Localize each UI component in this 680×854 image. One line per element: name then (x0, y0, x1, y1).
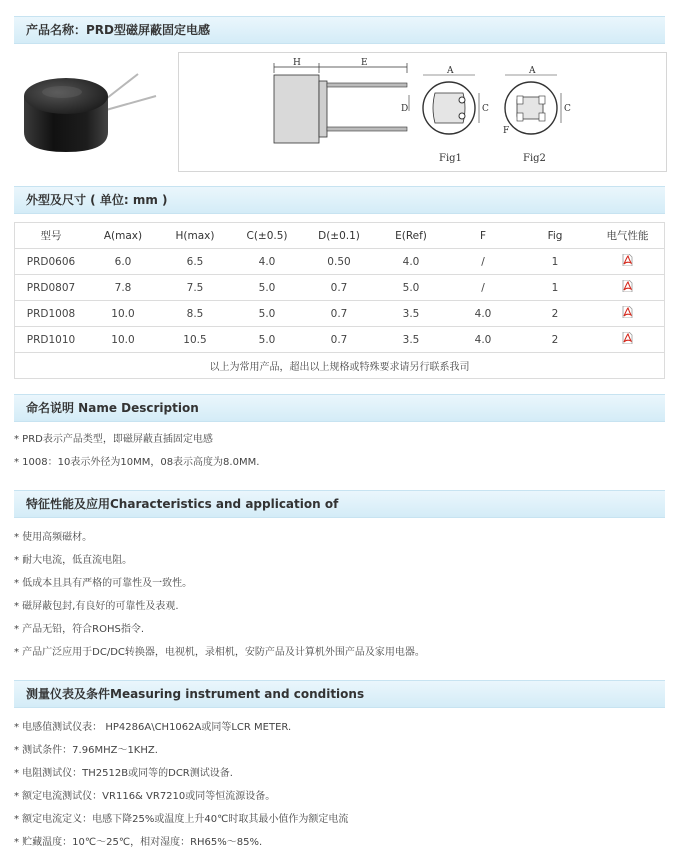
cell-model: PRD0606 (15, 249, 88, 275)
cell: 2 (519, 327, 591, 353)
cell-model: PRD0807 (15, 275, 88, 301)
header-c: C(±0.5) (231, 223, 303, 249)
characteristics-list (14, 526, 425, 664)
cell: 4.0 (231, 249, 303, 275)
cell: 0.7 (303, 275, 375, 301)
naming-list (14, 428, 259, 474)
cell: 4.0 (375, 249, 447, 275)
label-d: D (401, 104, 409, 114)
cell: 6.0 (87, 249, 159, 275)
header-a: A(max) (87, 223, 159, 249)
cell: 0.7 (303, 327, 375, 353)
cell: 6.5 (159, 249, 231, 275)
section-header-product-name: 产品名称：PRD型磁屏蔽固定电感 (14, 16, 665, 44)
cell: 1 (519, 249, 591, 275)
label-c1: C (482, 104, 489, 114)
list-item: * 额定电流测试仪：VR116& VR7210或同等恒流源设备。 (14, 791, 276, 802)
label-fig1: Fig1 (439, 153, 462, 164)
section-header-dimensions: 外型及尺寸 ( 单位: mm ) (14, 186, 665, 214)
cell: 5.0 (375, 275, 447, 301)
header-f: F (447, 223, 519, 249)
cell: 1 (519, 275, 591, 301)
list-item: * 低成本且具有严格的可靠性及一致性。 (14, 578, 193, 589)
label-a1: A (447, 66, 454, 76)
measuring-list (14, 716, 348, 854)
list-item: * 电感值测试仪表： HP4286A\CH1062A或同等LCR METER. (14, 722, 292, 733)
section-header-naming: 命名说明 Name Description (14, 394, 665, 422)
label-f: F (503, 126, 510, 136)
cell-model: PRD1008 (15, 301, 88, 327)
table-row (15, 249, 665, 275)
label-fig2: Fig2 (523, 153, 546, 164)
cell: 0.50 (303, 249, 375, 275)
pdf-link[interactable] (591, 275, 665, 301)
header-model: 型号 (15, 223, 88, 249)
list-item: * 使用高频磁材。 (14, 532, 93, 543)
dimension-drawing (178, 52, 667, 172)
cell: / (447, 275, 519, 301)
list-item: * 1008：10表示外径为10MM，08表示高度为8.0MM. (14, 457, 260, 468)
cell: 2 (519, 301, 591, 327)
product-photo (14, 62, 164, 162)
pdf-icon[interactable] (622, 280, 633, 292)
cell: 0.7 (303, 301, 375, 327)
cell: 5.0 (231, 301, 303, 327)
spec-table (14, 222, 665, 379)
pdf-icon[interactable] (622, 306, 633, 318)
label-h: H (293, 58, 301, 68)
cell: 4.0 (447, 301, 519, 327)
pdf-link[interactable] (591, 249, 665, 275)
pdf-link[interactable] (591, 327, 665, 353)
header-e: E(Ref) (375, 223, 447, 249)
cell: 4.0 (447, 327, 519, 353)
table-note-row (15, 353, 665, 379)
table-note: 以上为常用产品，超出以上规格或特殊要求请另行联系我司 (15, 353, 665, 379)
cell: 7.5 (159, 275, 231, 301)
label-c2: C (564, 104, 571, 114)
cell: / (447, 249, 519, 275)
list-item: * 额定电流定义：电感下降25%或温度上升40℃时取其最小值作为额定电流 (14, 814, 349, 825)
section-header-characteristics: 特征性能及应用Characteristics and application of (14, 490, 665, 518)
list-item: * 耐大电流，低直流电阻。 (14, 555, 133, 566)
cell: 3.5 (375, 301, 447, 327)
list-item: * 电阻测试仪：TH2512B或同等的DCR测试设备. (14, 768, 233, 779)
header-d: D(±0.1) (303, 223, 375, 249)
pdf-icon[interactable] (622, 254, 633, 266)
list-item: * 测试条件：7.96MHZ～1KHZ. (14, 745, 158, 756)
list-item: * 产品无铅，符合ROHS指令. (14, 624, 145, 635)
header-fig: Fig (519, 223, 591, 249)
section-header-measuring: 测量仪表及条件Measuring instrument and conditions (14, 680, 665, 708)
list-item: * 贮藏温度：10℃～25℃，相对湿度：RH65%～85%. (14, 837, 263, 848)
label-e: E (361, 58, 368, 68)
list-item: * PRD表示产品类型，即磁屏蔽直插固定电感 (14, 434, 213, 445)
table-row (15, 327, 665, 353)
cell: 5.0 (231, 327, 303, 353)
cell: 10.0 (87, 327, 159, 353)
table-header-row (15, 223, 665, 249)
cell: 3.5 (375, 327, 447, 353)
cell-model: PRD1010 (15, 327, 88, 353)
label-a2: A (529, 66, 536, 76)
header-electrical: 电气性能 (591, 223, 665, 249)
header-h: H(max) (159, 223, 231, 249)
table-row (15, 275, 665, 301)
cell: 8.5 (159, 301, 231, 327)
list-item: * 磁屏蔽包封,有良好的可靠性及表观. (14, 601, 179, 612)
cell: 5.0 (231, 275, 303, 301)
table-row (15, 301, 665, 327)
pdf-link[interactable] (591, 301, 665, 327)
cell: 10.5 (159, 327, 231, 353)
list-item: * 产品广泛应用于DC/DC转换器，电视机，录相机，安防产品及计算机外围产品及家用电器。 (14, 647, 425, 658)
cell: 7.8 (87, 275, 159, 301)
pdf-icon[interactable] (622, 332, 633, 344)
cell: 10.0 (87, 301, 159, 327)
